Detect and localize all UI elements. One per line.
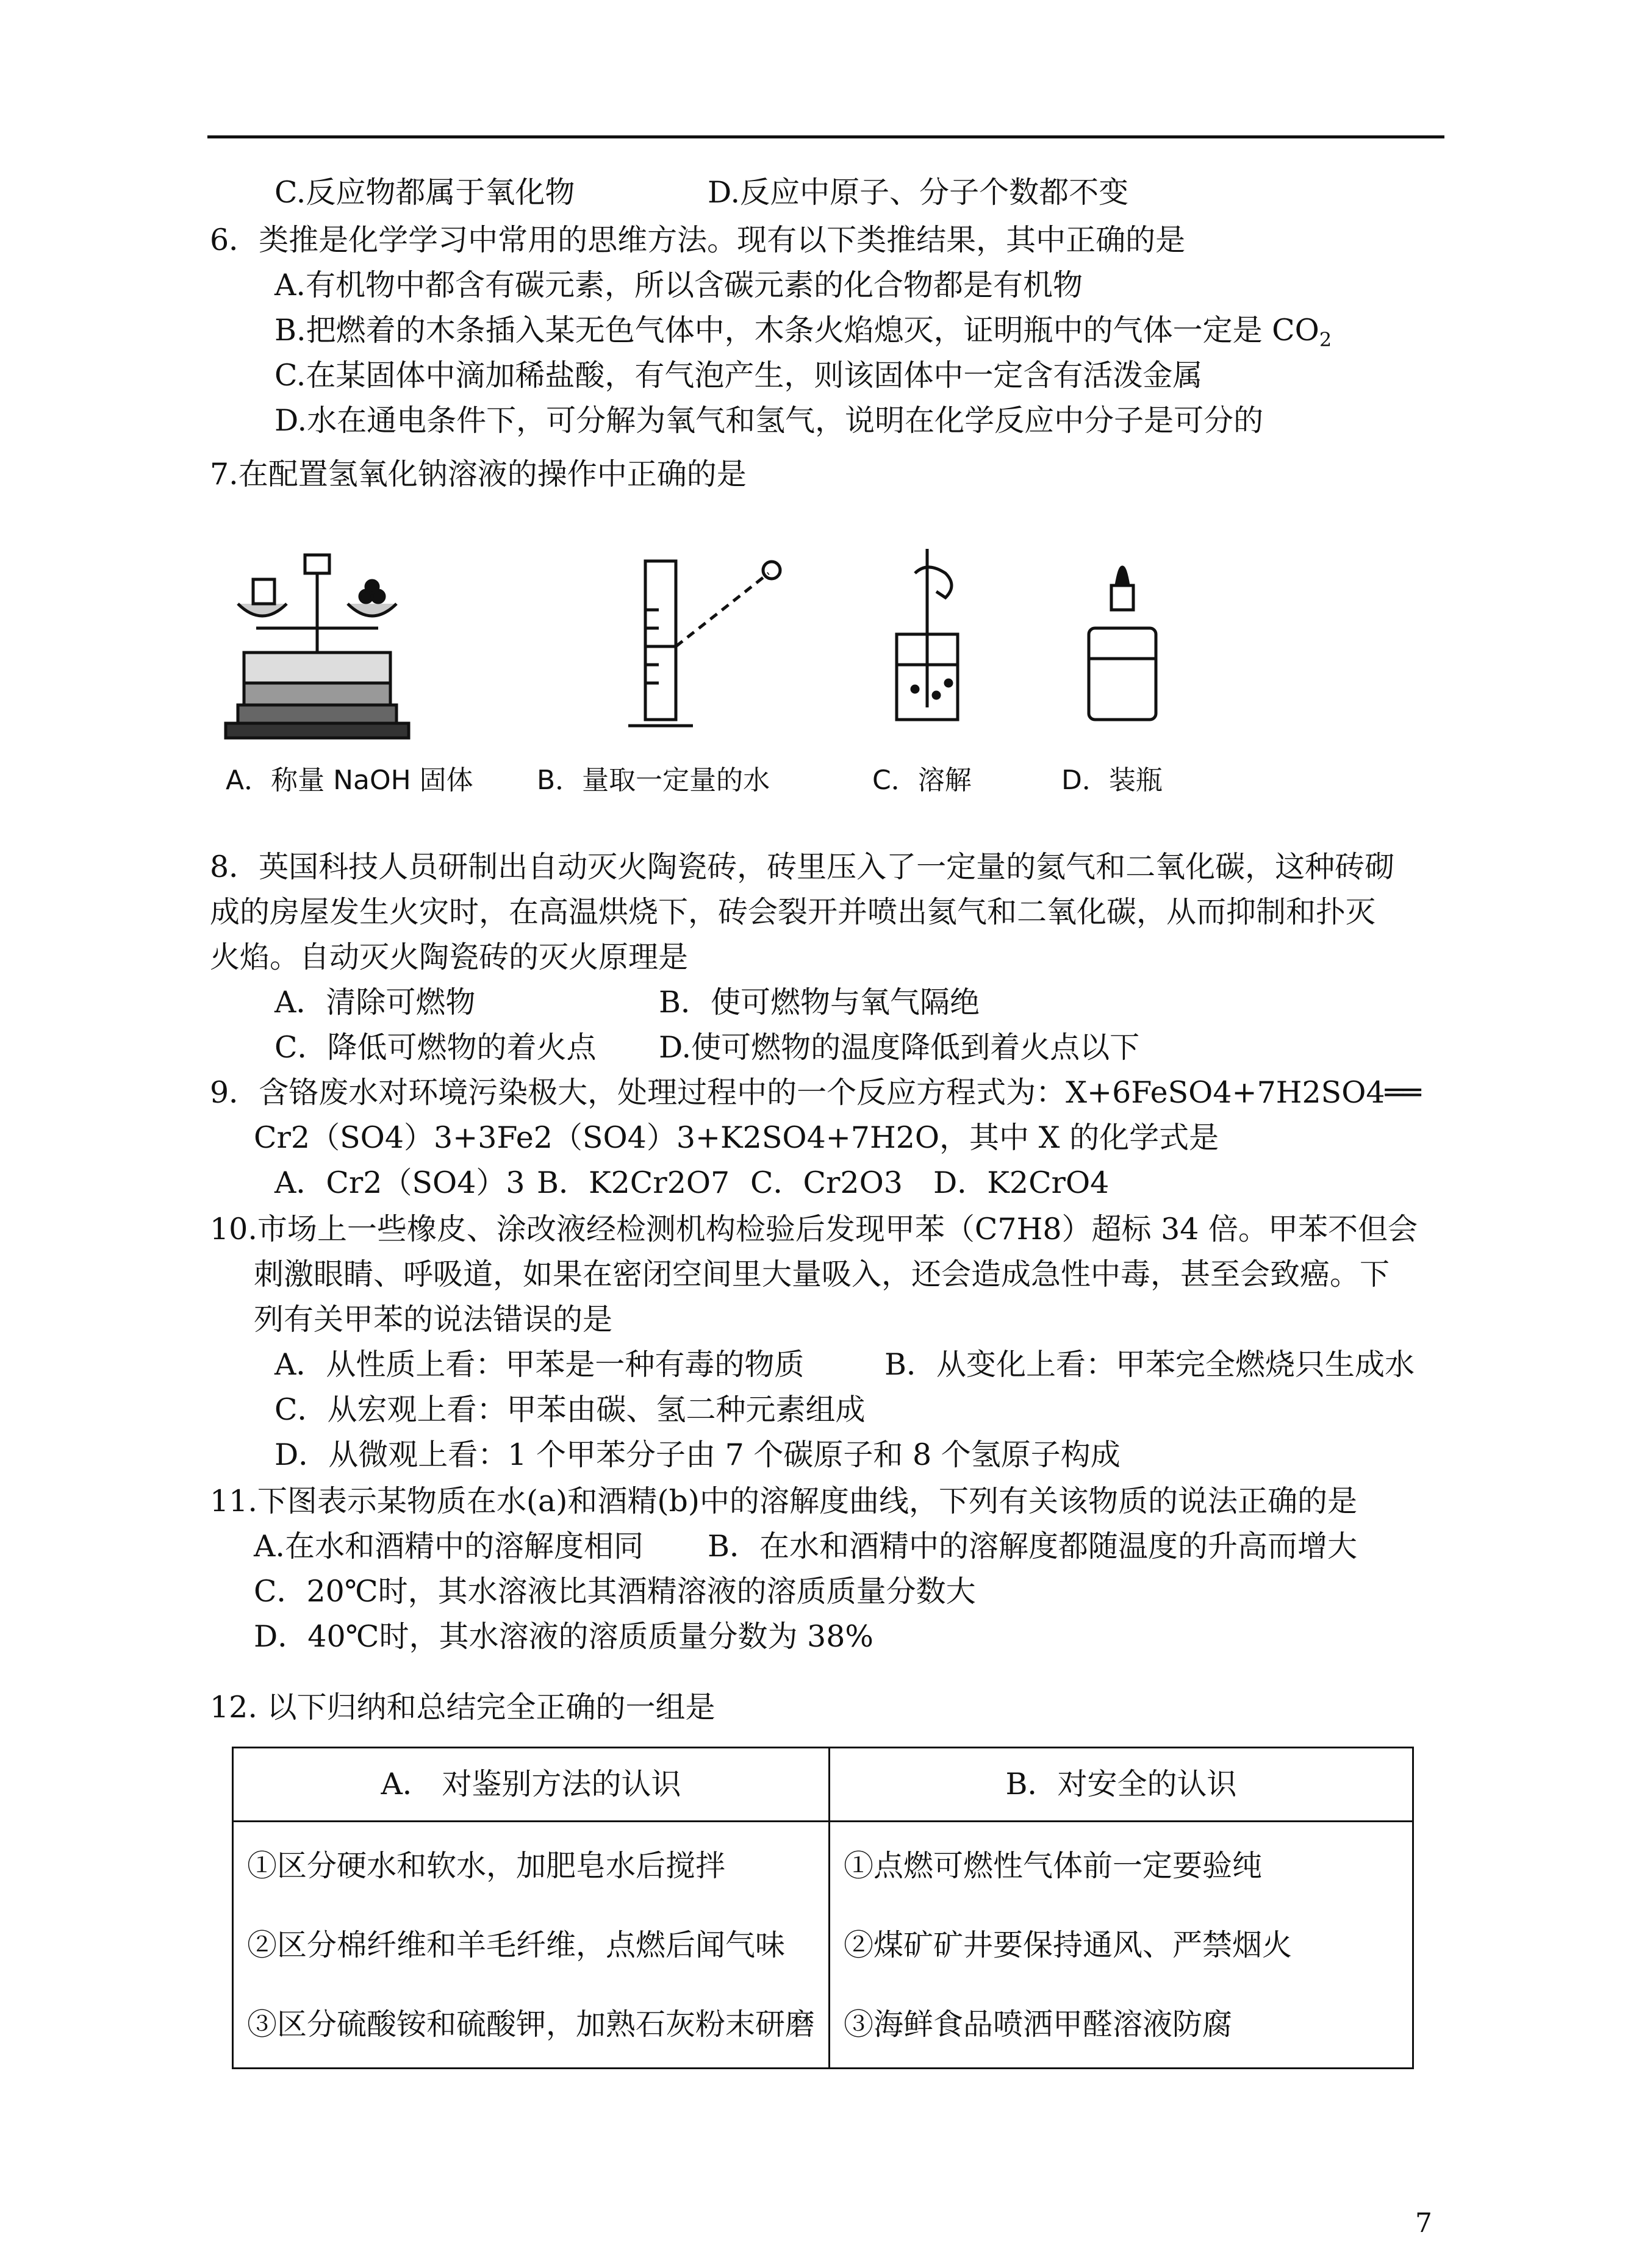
q10-line-1: 10.市场上一些橡皮、涂改液经检测机构检验后发现甲苯（C7H8）超标 34 倍。甲苯不但会 [210,1212,1418,1247]
q9-option-a: A．Cr2（SO4）3 [274,1165,525,1200]
q6-stem: 6．类推是化学学习中常用的思维方法。现有以下类推结果，其中正确的是 [210,223,1186,257]
q8-line-3: 火焰。自动灭火陶瓷砖的灭火原理是 [210,940,689,975]
q7-caption-d: D．装瓶 [1061,765,1163,796]
q6-option-d: D.水在通电条件下，可分解为氧气和氢气，说明在化学反应中分子是可分的 [274,403,1264,438]
q6-option-b: B.把燃着的木条插入某无色气体中，木条火焰熄灭，证明瓶中的气体一定是 $CO_2$ [274,313,1332,351]
q7-caption-a: A．称量 NaOH 固体 [226,765,473,796]
q5-option-d: D.反应中原子、分子个数都不变 [708,175,1129,210]
q6-option-a: A.有机物中都含有碳元素，所以含碳元素的化合物都是有机物 [274,268,1083,302]
q8-option-b: B．使可燃物与氧气隔绝 [659,985,980,1020]
table-head-a: A． 对鉴别方法的认识 [233,1748,830,1822]
q10-option-c: C．从宏观上看：甲苯由碳、氢二种元素组成 [274,1392,866,1427]
q10-option-b: B．从变化上看：甲苯完全燃烧只生成水 [884,1347,1415,1382]
bottle-illustration [1089,567,1156,720]
table-cell: ①点燃可燃性气体前一定要验纯 [844,1848,1263,1883]
balance-illustration [226,555,409,738]
q8-line-1: 8．英国科技人员研制出自动灭火陶瓷砖，砖里压入了一定量的氦气和二氧化碳，这种砖砌 [210,850,1395,884]
table-col-a [233,1822,830,2069]
q8-option-a: A．清除可燃物 [274,985,476,1020]
q11-option-a: A.在水和酒精中的溶解度相同 [254,1529,644,1564]
q10-option-d: D．从微观上看：1 个甲苯分子由 7 个碳原子和 8 个氢原子构成 [274,1437,1121,1472]
q6-option-c: C.在某固体中滴加稀盐酸，有气泡产生，则该固体中一定含有活泼金属 [274,358,1203,393]
table-cell: ②煤矿矿井要保持通风、严禁烟火 [844,1928,1293,1962]
q7-stem: 7.在配置氢氧化钠溶液的操作中正确的是 [210,457,747,492]
table-col-b [830,1822,1413,2069]
table-cell: ③海鲜食品喷洒甲醛溶液防腐 [844,2007,1233,2042]
q5-option-c: C.反应物都属于氧化物 [274,175,575,210]
q10-option-a: A．从性质上看：甲苯是一种有毒的物质 [274,1347,805,1382]
q9-line-1: 9．含铬废水对环境污染极大，处理过程中的一个反应方程式为：X+6FeSO4+7H2SO4══ [210,1075,1421,1110]
q7-figure [220,537,1220,805]
q11-option-b: B．在水和酒精中的溶解度都随温度的升高而增大 [708,1529,1358,1564]
page-number: 7 [1415,2208,1432,2239]
q12-stem: 12. 以下归纳和总结完全正确的一组是 [210,1690,715,1725]
q9-line-2: Cr2（SO4）3+3Fe2（SO4）3+K2SO4+7H2O，其中 X 的化学式是 [254,1120,1219,1155]
q8-option-c: C．降低可燃物的着火点 [274,1030,597,1065]
cylinder-illustration [628,561,780,726]
header-rule [207,135,1444,138]
q9-option-c: C．Cr2O3 [750,1165,903,1200]
q8-line-2: 成的房屋发生火灾时，在高温烘烧下，砖会裂开并喷出氦气和二氧化碳，从而抑制和扑灭 [210,895,1376,929]
q8-option-d: D.使可燃物的温度降低到着火点以下 [659,1030,1140,1065]
q11-option-d: D．40℃时，其水溶液的溶质质量分数为 38% [254,1619,873,1654]
beaker-illustration [897,549,958,720]
table-cell: ②区分棉纤维和羊毛纤维，点燃后闻气味 [247,1928,786,1962]
q9-option-d: D．K2CrO4 [933,1165,1110,1200]
q7-caption-b: B．量取一定量的水 [537,765,770,796]
q11-option-c: C．20℃时，其水溶液比其酒精溶液的溶质质量分数大 [254,1574,976,1609]
q11-stem: 11.下图表示某物质在水(a)和酒精(b)中的溶解度曲线，下列有关该物质的说法正确的是 [210,1484,1357,1519]
q10-line-2: 刺激眼睛、呼吸道，如果在密闭空间里大量吸入，还会造成急性中毒，甚至会致癌。下 [254,1257,1390,1292]
q12-table [232,1747,1414,2069]
table-cell: ③区分硫酸铵和硫酸钾，加熟石灰粉末研磨 [247,2007,816,2042]
table-cell: ①区分硬水和软水，加肥皂水后搅拌 [247,1848,726,1883]
q9-option-b: B．K2Cr2O7 [537,1165,730,1200]
table-head-b: B．对安全的认识 [830,1748,1413,1822]
q10-line-3: 列有关甲苯的说法错误的是 [254,1302,613,1337]
q7-caption-c: C．溶解 [872,765,972,796]
